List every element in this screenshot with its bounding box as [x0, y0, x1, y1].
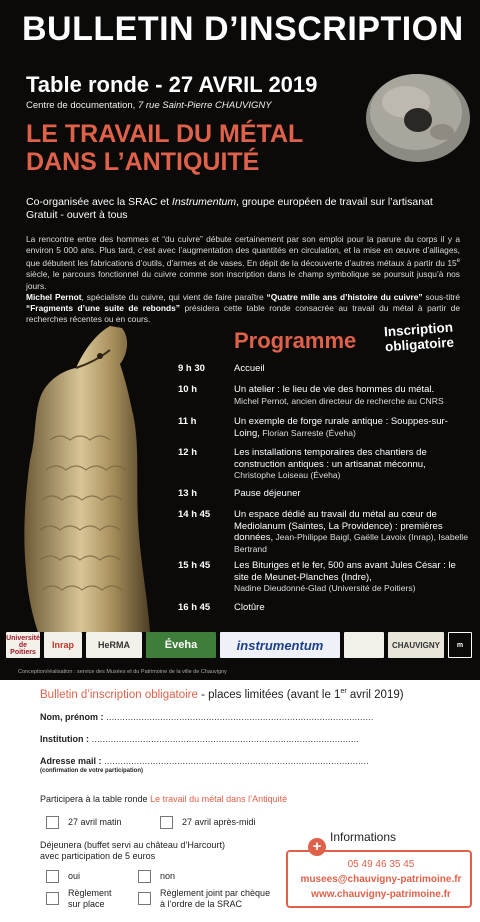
- intro-paragraph: [26, 234, 460, 325]
- programme-speaker: Michel Pernot, ancien directeur de recherche au CNRS: [234, 395, 444, 406]
- logo-inrap: Inrap: [44, 632, 82, 658]
- name-label: Nom, prénom :: [40, 712, 104, 722]
- programme-heading: Programme: [234, 328, 357, 353]
- programme-title: Accueil: [234, 363, 265, 374]
- pay-onsite-checkbox[interactable]: [46, 892, 59, 905]
- form-title-rest: - places limitées (avant le 1: [197, 688, 341, 701]
- programme-time: 11 h: [178, 416, 197, 427]
- intro-text-2: , spécialiste du cuivre, qui vient de faire paraître: [81, 291, 267, 302]
- intro-text-1b: siècle, le parcours fonctionnel du cuivre comme son inscription dans le champ symbolique se poursuit jusqu’à nos jours.: [26, 269, 460, 291]
- info-website[interactable]: www.chauvigny-patrimoine.fr: [311, 889, 451, 900]
- plus-icon: +: [308, 838, 326, 856]
- info-email[interactable]: musees@chauvigny-patrimoine.fr: [300, 874, 462, 885]
- form-title-sup: er: [340, 688, 347, 695]
- programme-time: 16 h 45: [178, 602, 211, 613]
- logo-chauvigny: CHAUVIGNY: [388, 632, 444, 658]
- logo-musees: m: [448, 632, 472, 658]
- orga-text-1: Co-organisée avec la SRAC et: [26, 196, 172, 208]
- logo-herma: HeRMA: [86, 632, 142, 658]
- programme-title: Les Bituriges et le fer, 500 ans avant Jules César : le site de Meunet-Planches (Indre),: [234, 560, 456, 583]
- name-field[interactable]: [40, 712, 374, 722]
- institution-field[interactable]: [40, 734, 359, 744]
- programme-time: 15 h 45: [178, 560, 211, 571]
- afternoon-label: 27 avril après-midi: [182, 817, 256, 827]
- name-dots: ...................................................................................................: [103, 712, 374, 722]
- programme-row: [178, 447, 470, 482]
- pay-onsite-label: [68, 888, 112, 909]
- programme-time: 9 h 30: [178, 363, 205, 374]
- pay-onsite-line-2: sur place: [68, 898, 105, 909]
- programme-title: Un espace dédié au travail du métal au cœur de Mediolanum (Saintes, La Providence) : premières données,: [234, 509, 443, 543]
- logo-eveha: Éveha: [146, 632, 216, 658]
- programme-title: Pause déjeuner: [234, 488, 301, 499]
- event-title-line-1: LE TRAVAIL DU MÉTAL: [26, 120, 304, 148]
- intro-book: “Quatre mille ans d’histoire du cuivre”: [266, 291, 423, 302]
- intro-text-3: sous-titré: [422, 291, 460, 302]
- programme-row: [178, 488, 470, 500]
- programme-time: 10 h: [178, 384, 198, 395]
- logo-drac: [344, 632, 384, 658]
- form-title: [40, 688, 404, 701]
- morning-checkbox[interactable]: [46, 816, 59, 829]
- orga-text-2: , groupe européen de travail sur l’artisanat: [236, 196, 433, 208]
- registration-form: [0, 680, 480, 922]
- intro-text-1: La rencontre entre des hommes et “du cuivre” débute certainement par son emploi pour la parure du corps il y a environ 5 000 ans. Plus tard, c’est avec l’augmentation des quantités en circulation, et la mise en œuvre d’alliages, que débutent les fabrications d’outils, d’armes et de vases. En dépit de la découverte d’autres métaux à partir du 15: [26, 234, 460, 269]
- pay-cheque-label: [160, 888, 270, 909]
- institution-dots: ...................................................................................................: [89, 734, 360, 744]
- programme-row: [178, 602, 470, 614]
- programme-speaker: Nadine Dieudonné-Glad (Université de Poitiers): [234, 583, 416, 593]
- afternoon-checkbox[interactable]: [160, 816, 173, 829]
- lunch-no-label: non: [160, 871, 176, 881]
- venue: [26, 100, 272, 111]
- partner-logos: [6, 632, 474, 662]
- intro-speaker: Michel Pernot: [26, 291, 82, 302]
- logo-instrumentum: instrumentum: [220, 632, 340, 658]
- programme-speaker: Florian Sarreste (Éveha): [259, 427, 356, 438]
- programme-title: Clotûre: [234, 602, 265, 613]
- venue-prefix: Centre de documentation,: [26, 100, 138, 111]
- page-title: BULLETIN D’INSCRIPTION: [22, 10, 464, 48]
- info-box: [286, 850, 472, 908]
- form-title-required: Bulletin d’inscription obligatoire: [40, 688, 198, 701]
- programme-row: [178, 363, 470, 375]
- logo-universite-poitiers: Université de Poitiers: [6, 632, 40, 658]
- programme-row: [178, 384, 470, 407]
- email-label: Adresse mail :: [40, 756, 102, 766]
- email-dots: ..................................................................................................: [101, 756, 369, 766]
- registration-required-stamp: Inscription obligatoire: [383, 319, 455, 355]
- programme-speaker: Christophe Loiseau (Éveha): [234, 470, 341, 480]
- lunch-line-2: avec participation de 5 euros: [40, 851, 156, 861]
- participation-title: Le travail du métal dans l’Antiquité: [150, 794, 288, 804]
- programme-title: Un exemple de forge rurale antique : Souppes-sur-Loing,: [234, 416, 448, 439]
- programme-speaker: Jean-Philippe Baigl, Gaëlle Lavoix (Inrap), Isabelle Bertrand: [234, 532, 468, 554]
- event-date: Table ronde - 27 AVRIL 2019: [26, 72, 318, 97]
- programme-time: 12 h: [178, 447, 198, 458]
- pay-cheque-line-1: Règlement joint par chèque: [160, 888, 271, 898]
- morning-label: 27 avril matin: [68, 817, 122, 827]
- pay-onsite-line-1: Règlement: [68, 888, 112, 898]
- stone-artifact-image: [358, 62, 476, 170]
- programme-title: Un atelier : le lieu de vie des hommes du métal.: [234, 384, 435, 395]
- lunch-yes-checkbox[interactable]: [46, 870, 59, 883]
- programme-row: [178, 560, 470, 595]
- organisers: [26, 196, 466, 221]
- programme-title: Les installations temporaires des chantiers de construction antiques : un artisanat méconnu,: [234, 447, 427, 470]
- venue-address: 7 rue Saint-Pierre CHAUVIGNY: [137, 100, 272, 111]
- email-field[interactable]: [40, 756, 369, 766]
- programme-row: [178, 509, 470, 555]
- participation-line: [40, 794, 287, 804]
- free-entry: Gratuit - ouvert à tous: [26, 208, 128, 221]
- programme-time: 14 h 45: [178, 509, 211, 520]
- credits: Conception/réalisation : service des Musées et du Patrimoine de la ville de Chauvigny: [18, 669, 227, 675]
- intro-text-4: présidera cette table ronde consacrée au travail du métal à partir de recherches récentes ou en cours.: [26, 303, 460, 325]
- info-title: Informations: [330, 830, 397, 844]
- lunch-line-1: Déjeunera (buffet servi au château d’Harcourt): [40, 840, 225, 850]
- email-note: (confirmation de votre participation): [40, 768, 144, 774]
- participation-prefix: Participera à la table ronde: [40, 794, 151, 804]
- bronze-eagle-image: [0, 320, 176, 632]
- intro-sup: e: [456, 258, 460, 265]
- institution-label: Institution :: [40, 734, 89, 744]
- event-title-line-2: DANS L’ANTIQUITÉ: [26, 148, 260, 176]
- intro-subtitle: “Fragments d’une suite de rebonds”: [26, 303, 180, 314]
- form-title-end: avril 2019): [346, 688, 404, 701]
- info-phone[interactable]: 05 49 46 35 45: [347, 859, 415, 870]
- pay-cheque-checkbox[interactable]: [138, 892, 151, 905]
- pay-cheque-line-2: à l’ordre de la SRAC: [160, 898, 243, 909]
- programme-time: 13 h: [178, 488, 198, 499]
- lunch-yes-label: oui: [68, 871, 81, 881]
- orga-instrumentum: Instrumentum: [171, 196, 237, 208]
- programme-row: [178, 416, 470, 439]
- lunch-no-checkbox[interactable]: [138, 870, 151, 883]
- event-title: [26, 120, 303, 176]
